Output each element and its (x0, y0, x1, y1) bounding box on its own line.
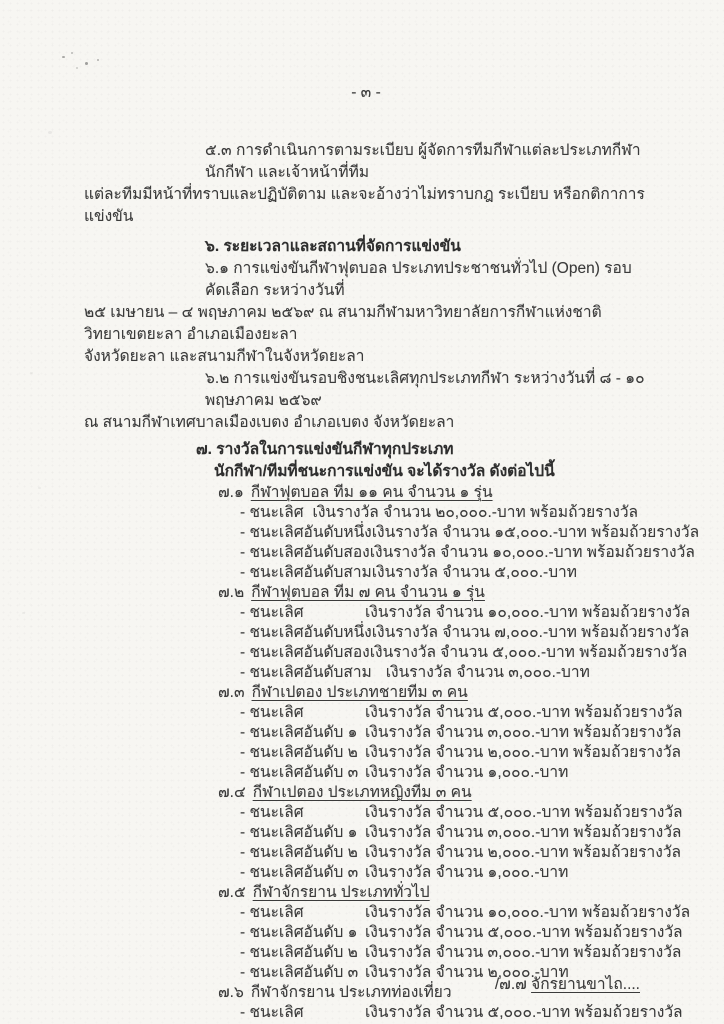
prize-amount-text: เงินรางวัล จำนวน ๕,๐๐๐.-บาท พร้อมถ้วยรางวัล (365, 804, 683, 821)
prize-row (240, 563, 648, 583)
clause-6-1-line-1: ๖.๑ การแข่งขันกีฬาฟุตบอล ประเภทประชาชนทั่วไป (Open) รอบคัดเลือก ระหว่างวันที่ (205, 260, 632, 299)
prize-section (84, 483, 700, 583)
prize-rank-text: ชนะเลิศ (249, 904, 304, 921)
prize-row (240, 843, 682, 863)
prize-rows (84, 703, 683, 783)
prize-amount-text: เงินรางวัล จำนวน ๑๐,๐๐๐.-บาท พร้อมถ้วยรางวัล (369, 544, 695, 561)
prize-section (84, 783, 683, 883)
prize-amount-text: เงินรางวัล จำนวน ๑๕,๐๐๐.-บาท พร้อมถ้วยรางวัล (371, 524, 700, 541)
prize-rank-label (240, 943, 365, 963)
clause-6-1 (84, 258, 648, 368)
prize-section-title (218, 483, 648, 503)
prize-rank-label (240, 803, 365, 823)
prize-rank-text: ชนะเลิศ (249, 1004, 304, 1021)
prize-amount-text: เงินรางวัล จำนวน ๑,๐๐๐.-บาท (365, 764, 569, 781)
prize-rows (84, 903, 691, 983)
prize-section-number: ๗.๒ (218, 584, 245, 601)
prize-amount-text: เงินรางวัล จำนวน ๒๐,๐๐๐.-บาท พร้อมถ้วยรางวัล (312, 504, 639, 521)
prize-amount-text: เงินรางวัล จำนวน ๕,๐๐๐.-บาท (371, 564, 577, 581)
section-7-intro: นักกีฬา/ทีมที่ชนะการแข่งขัน จะได้รางวัล ดังต่อไปนี้ (214, 463, 555, 480)
prize-section-name: กีฬาฟุตบอล ทีม ๗ คน จำนวน ๑ รุ่น (251, 584, 485, 601)
clause-5-3-line-2: แต่ละทีมมีหน้าที่ทราบและปฏิบัติตาม และจะอ้างว่าไม่ทราบกฎ ระเบียบ หรือกติกาการแข่งขัน (84, 186, 645, 225)
prize-section (84, 683, 683, 783)
prize-amount-text: เงินรางวัล จำนวน ๒,๐๐๐.-บาท พร้อมถ้วยรางวัล (365, 744, 682, 761)
prize-row (240, 623, 690, 643)
prize-rank-text: ชนะเลิศอันดับ ๓ (249, 864, 359, 881)
prize-rank-text: ชนะเลิศอันดับหนึ่ง (249, 524, 372, 541)
prize-row (240, 903, 691, 923)
scan-speckle (38, 487, 41, 489)
prize-rank-label (240, 823, 365, 843)
prize-section-number: ๗.๕ (218, 884, 246, 901)
prize-row (240, 523, 700, 543)
prize-rank-text: ชนะเลิศอันดับ ๓ (249, 764, 359, 781)
prize-rank-label (240, 763, 365, 783)
clause-5-3 (84, 140, 648, 228)
prize-row (240, 663, 648, 683)
page-content (0, 82, 724, 1024)
prize-section-title (218, 683, 648, 703)
prize-amount-text: เงินรางวัล จำนวน ๒,๐๐๐.-บาท (365, 964, 569, 981)
prize-row (240, 703, 683, 723)
prize-rank-label (240, 863, 365, 883)
prize-rank-label (240, 603, 365, 623)
continuation-note (495, 974, 640, 996)
prize-section-number: ๗.๓ (218, 684, 245, 701)
prize-row (240, 803, 683, 823)
scan-speckle (30, 372, 33, 374)
prize-rank-label (240, 723, 365, 743)
clause-6-2 (84, 368, 648, 434)
prize-rank-text: ชนะเลิศอันดับ ๑ (249, 924, 358, 941)
prize-amount-text: เงินรางวัล จำนวน ๒,๐๐๐.-บาท พร้อมถ้วยรางวัล (365, 844, 682, 861)
section-6-heading: ๖. ระยะเวลาและสถานที่จัดการแข่งขัน (205, 238, 461, 255)
prize-rank-label (240, 963, 365, 983)
prize-amount-text: เงินรางวัล จำนวน ๓,๐๐๐.-บาท พร้อมถ้วยรางวัล (365, 824, 682, 841)
prize-amount-text: เงินรางวัล จำนวน ๓,๐๐๐.-บาท (385, 664, 590, 681)
prize-section-name: กีฬาเปตอง ประเภทชายทีม ๓ คน (251, 684, 468, 701)
prize-rows (84, 603, 691, 683)
prize-amount-text: เงินรางวัล จำนวน ๓,๐๐๐.-บาท พร้อมถ้วยรางวัล (365, 724, 682, 741)
prize-rank-text: ชนะเลิศ (249, 504, 304, 521)
prize-rank-label (240, 663, 372, 683)
prize-row (240, 923, 683, 943)
prize-rank-label (240, 923, 365, 943)
prize-section-number: ๗.๑ (218, 484, 244, 501)
prize-rank-text: ชนะเลิศอันดับ ๒ (249, 744, 358, 761)
prize-rank-text: ชนะเลิศอันดับ ๒ (249, 844, 358, 861)
prize-rank-label (240, 623, 372, 643)
prize-rank-label (240, 903, 365, 923)
prize-section-name: กีฬาจักรยาน ประเภททั่วไป (252, 884, 430, 901)
prize-sections (84, 483, 700, 1024)
scan-speckle (76, 67, 78, 69)
prize-section-title (218, 583, 648, 603)
prize-amount-text: เงินรางวัล จำนวน ๕,๐๐๐.-บาท พร้อมถ้วยรางวัล (365, 1004, 683, 1021)
scan-speckle (62, 56, 65, 58)
clause-5-3-line-1: ๕.๓ การดำเนินการตามระเบียบ ผู้จัดการทีมกีฬาแต่ละประเภทกีฬา นักกีฬา และเจ้าหน้าที่ทีม (205, 142, 641, 181)
prize-row (240, 723, 682, 743)
prize-rank-label (240, 543, 370, 563)
prize-rows (84, 503, 700, 583)
prize-rank-text: ชนะเลิศอันดับ ๓ (249, 964, 359, 981)
clause-6-1-line-3: จังหวัดยะลา และสนามกีฬาในจังหวัดยะลา (84, 348, 365, 365)
prize-rank-text: ชนะเลิศอันดับ ๒ (249, 944, 358, 961)
prize-rank-text: ชนะเลิศอันดับสาม (249, 564, 372, 581)
prize-section (84, 883, 691, 983)
prize-amount-text: เงินรางวัล จำนวน ๕,๐๐๐.-บาท พร้อมถ้วยรางวัล (365, 704, 683, 721)
continuation-next-section: จักรยานขาไถ.... (531, 976, 640, 993)
prize-rank-label (240, 643, 370, 663)
prize-rows (84, 803, 683, 883)
prize-rank-text: ชนะเลิศอันดับสาม (249, 664, 372, 681)
prize-amount-text: เงินรางวัล จำนวน ๑,๐๐๐.-บาท (365, 864, 569, 881)
prize-row (240, 603, 691, 623)
prize-section-number: ๗.๔ (218, 784, 246, 801)
prize-section-name: กีฬาฟุตบอล ทีม ๑๑ คน จำนวน ๑ รุ่น (250, 484, 493, 501)
clause-6-1-line-2: ๒๕ เมษายน – ๔ พฤษภาคม ๒๕๖๙ ณ สนามกีฬามหาวิทยาลัยการกีฬาแห่งชาติ วิทยาเขตยะลา อำเภอเมืองยะลา (84, 304, 602, 343)
clause-6-2-line-1: ๖.๒ การแข่งขันรอบชิงชนะเลิศทุกประเภทกีฬา ระหว่างวันที่ ๘ - ๑๐ พฤษภาคม ๒๕๖๙ (205, 370, 645, 409)
prize-amount-text: เงินรางวัล จำนวน ๓,๐๐๐.-บาท พร้อมถ้วยรางวัล (365, 944, 682, 961)
prize-rank-text: ชนะเลิศอันดับสอง (249, 544, 370, 561)
prize-amount-text: เงินรางวัล จำนวน ๕,๐๐๐.-บาท พร้อมถ้วยรางวัล (365, 924, 683, 941)
prize-section-number: ๗.๖ (218, 984, 244, 1001)
prize-rank-label (240, 743, 365, 763)
prize-amount-text: เงินรางวัล จำนวน ๑๐,๐๐๐.-บาท พร้อมถ้วยรางวัล (365, 604, 691, 621)
page-number: - ๓ - (351, 84, 381, 101)
prize-section-name: กีฬาจักรยาน ประเภทท่องเที่ยว (250, 984, 452, 1001)
prize-rank-text: ชนะเลิศ (249, 704, 304, 721)
prize-section-title (218, 783, 648, 803)
prize-rank-label (240, 563, 372, 583)
scan-speckle (85, 62, 88, 65)
scan-speckle (71, 52, 73, 54)
prize-rank-label (240, 1003, 365, 1023)
prize-rank-text: ชนะเลิศอันดับ ๑ (249, 824, 358, 841)
scan-speckle (22, 612, 25, 614)
prize-rank-text: ชนะเลิศอันดับสอง (249, 644, 370, 661)
prize-row (240, 503, 648, 523)
prize-section-title (218, 883, 648, 903)
continuation-prefix: /๗.๗ (494, 976, 532, 993)
prize-rank-label (240, 523, 372, 543)
prize-row (240, 863, 648, 883)
prize-rank-text: ชนะเลิศอันดับหนึ่ง (249, 624, 372, 641)
prize-row (240, 763, 648, 783)
prize-row (240, 643, 688, 663)
clause-6-2-line-2: ณ สนามกีฬาเทศบาลเมืองเบตง อำเภอเบตง จังหวัดยะลา (84, 414, 455, 431)
prize-amount-text: เงินรางวัล จำนวน ๑๐,๐๐๐.-บาท พร้อมถ้วยรางวัล (365, 904, 691, 921)
scan-speckle (97, 59, 99, 61)
prize-amount-text: เงินรางวัล จำนวน ๗,๐๐๐.-บาท พร้อมถ้วยรางวัล (371, 624, 690, 641)
prize-rank-text: ชนะเลิศ (249, 604, 304, 621)
prize-row (240, 543, 695, 563)
prize-rank-text: ชนะเลิศอันดับ ๑ (249, 724, 358, 741)
prize-row (240, 743, 682, 763)
prize-rank-text: ชนะเลิศ (249, 804, 304, 821)
section-7-heading: ๗. รางวัลในการแข่งขันกีฬาทุกประเภท (196, 441, 454, 458)
prize-rank-label (240, 703, 365, 723)
prize-row (240, 1003, 683, 1023)
scan-speckle (48, 131, 52, 134)
prize-rows (84, 1003, 683, 1024)
prize-section (84, 583, 691, 683)
prize-row (240, 823, 682, 843)
prize-amount-text: เงินรางวัล จำนวน ๕,๐๐๐.-บาท พร้อมถ้วยรางวัล (369, 644, 688, 661)
prize-rank-label (240, 843, 365, 863)
prize-row (240, 943, 682, 963)
prize-rank-label (240, 503, 304, 523)
prize-section-name: กีฬาเปตอง ประเภทหญิงทีม ๓ คน (252, 784, 472, 801)
